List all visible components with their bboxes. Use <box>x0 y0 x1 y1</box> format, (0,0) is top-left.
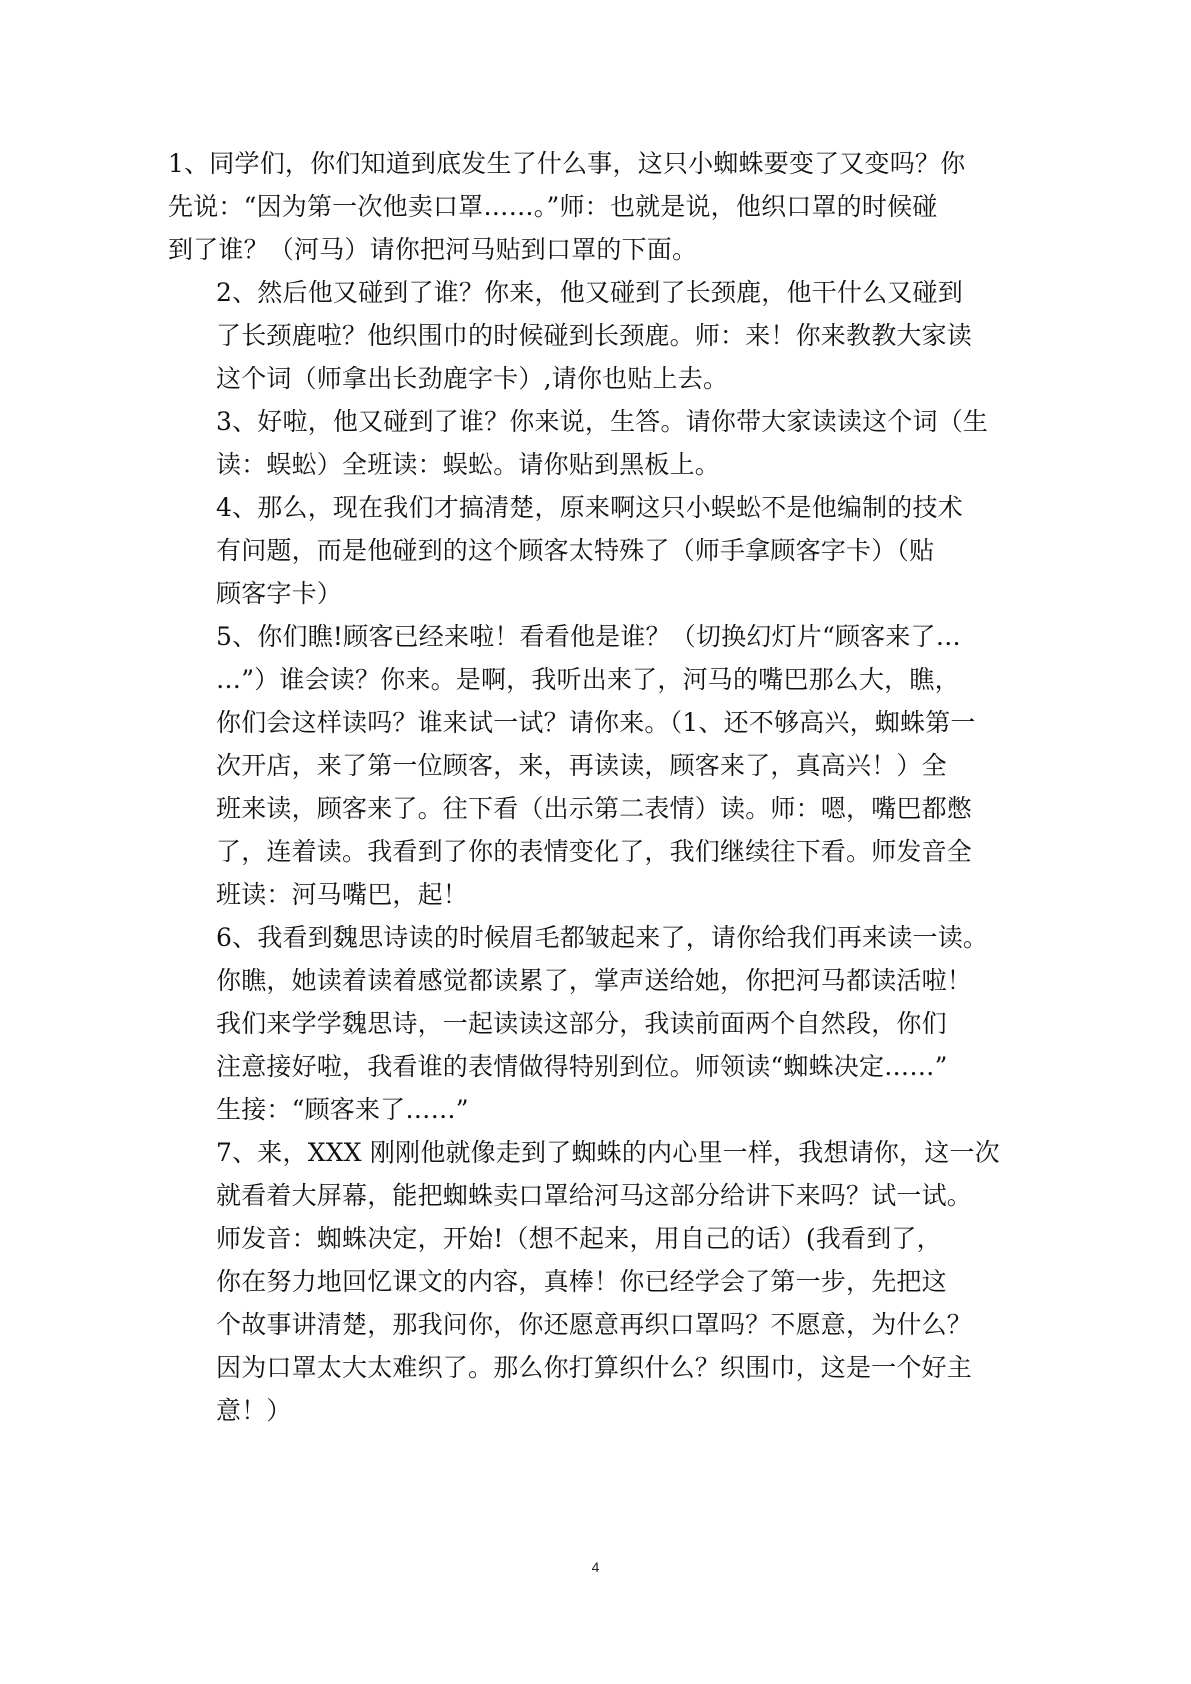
text-line: 班来读，顾客来了。往下看（出示第二表情）读。师：嗯，嘴巴都憋 <box>216 794 973 823</box>
text-line: 到了谁？（河马）请你把河马贴到口罩的下面。 <box>168 235 698 264</box>
text-line: 2、然后他又碰到了谁？你来，他又碰到了长颈鹿，他干什么又碰到 <box>216 278 963 307</box>
text-line: 了长颈鹿啦？他织围巾的时候碰到长颈鹿。师：来！你来教教大家读 <box>216 321 973 350</box>
text-line: 顾客字卡） <box>216 579 343 608</box>
text-line: 6、我看到魏思诗读的时候眉毛都皱起来了，请你给我们再来读一读。 <box>216 923 989 952</box>
text-line: 师发音：蜘蛛决定，开始!（想不起来，用自己的话）(我看到了， <box>216 1224 942 1253</box>
text-line: 因为口罩太大太难织了。那么你打算织什么？织围巾，这是一个好主 <box>216 1353 973 1382</box>
text-line: 注意接好啦，我看谁的表情做得特别到位。师领读“蜘蛛决定……” <box>216 1052 948 1081</box>
text-line: …”）谁会读？你来。是啊，我听出来了，河马的嘴巴那么大，瞧， <box>216 665 960 694</box>
text-line: 先说：“因为第一次他卖口罩……。”师：也就是说，他织口罩的时候碰 <box>168 192 938 221</box>
text-line: 7、来，XXX 刚刚他就像走到了蜘蛛的内心里一样，我想请你，这一次 <box>216 1138 1000 1167</box>
text-line: 有问题，而是他碰到的这个顾客太特殊了（师手拿顾客字卡）（贴 <box>216 536 935 565</box>
text-line: 意！） <box>216 1396 292 1425</box>
text-line: 1、同学们，你们知道到底发生了什么事，这只小蜘蛛要变了又变吗？你 <box>168 149 966 178</box>
text-line: 就看着大屏幕，能把蜘蛛卖口罩给河马这部分给讲下来吗？试一试。 <box>216 1181 973 1210</box>
text-line: 你们会这样读吗？谁来试一试？请你来。（1、还不够高兴，蜘蛛第一 <box>216 708 976 737</box>
text-line: 生接：“顾客来了……” <box>216 1095 469 1124</box>
text-line: 5、你们瞧!顾客已经来啦！看看他是谁？（切换幻灯片“顾客来了… <box>216 622 961 651</box>
text-line: 我们来学学魏思诗，一起读读这部分，我读前面两个自然段，你们 <box>216 1009 947 1038</box>
text-line: 次开店，来了第一位顾客，来，再读读，顾客来了，真高兴！）全 <box>216 751 947 780</box>
text-line: 了，连着读。我看到了你的表情变化了，我们继续往下看。师发音全 <box>216 837 973 866</box>
text-line: 你在努力地回忆课文的内容，真棒！你已经学会了第一步，先把这 <box>216 1267 947 1296</box>
text-line: 读：蜈蚣）全班读：蜈蚣。请你贴到黑板上。 <box>216 450 721 479</box>
text-line: 4、那么，现在我们才搞清楚，原来啊这只小蜈蚣不是他编制的技术 <box>216 493 963 522</box>
text-line: 班读：河马嘴巴，起！ <box>216 880 469 909</box>
text-line: 你瞧，她读着读着感觉都读累了，掌声送给她，你把河马都读活啦！ <box>216 966 973 995</box>
page-number: 4 <box>591 1559 600 1575</box>
text-line: 这个词（师拿出长劲鹿字卡）,请你也贴上去。 <box>216 364 729 393</box>
text-line: 个故事讲清楚，那我问你，你还愿意再织口罩吗？不愿意，为什么？ <box>216 1310 973 1339</box>
text-line: 3、好啦，他又碰到了谁？你来说，生答。请你带大家读读这个词（生 <box>216 407 989 436</box>
